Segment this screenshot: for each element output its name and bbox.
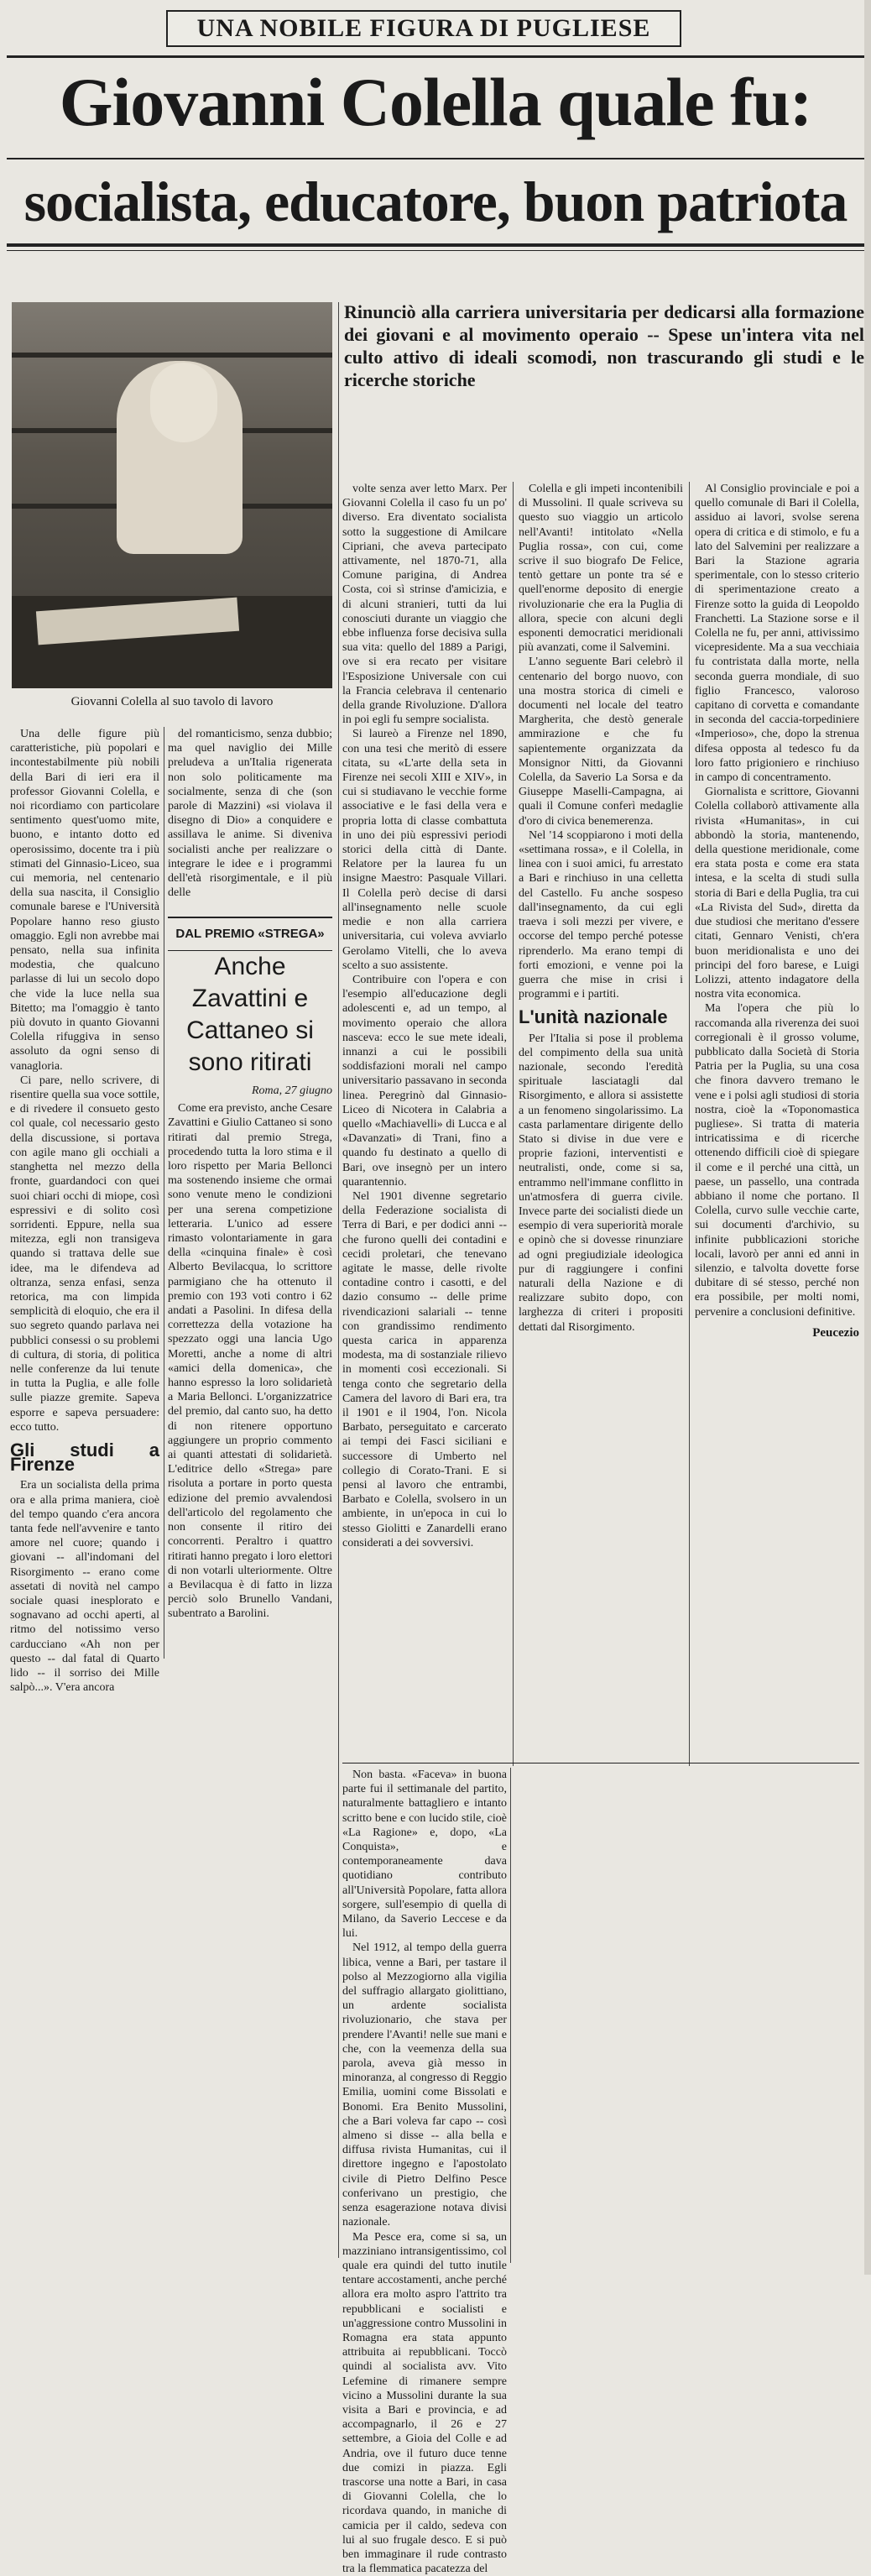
column-divider [689, 482, 690, 1766]
paragraph: Nel 1901 divenne segretario della Federazione socialista di Terra di Bari, e per dodici anni -- che furono quelli dei contadini e cecidi proletari, che tenevano agitate le masse, delle rivolte contadine contro i casotti, e del dazio consumo -- delle prime rivendicazioni salariali -- tenne con grandissimo rendimento questa carica in apparenza modesta, ma di sostanziale rilievo in momenti così eccezionali. Si tenga conto che segretario della Camera del lavoro di Bari era, tra il 1901 e il 1904, l'on. Nicola Barbato, perseguitato e carcerato ai tempi dei Fasci siciliani e successore di Umberto nel collegio di Corato-Trani. E si pensi al lavoro che entrambi, Barbato e Colella, svolsero in un ambiente, in un'epoca in cui lo stesso Giolitti e Zanardelli erano considerati a dei sovversivi. [342, 1189, 507, 1550]
paragraph: Contribuire con l'opera e con l'esempio all'educazione degli adolescenti e, ad un tempo, al movimento operaio che allora nasceva: ecco le sue mete ideali, innanzi a cui le possibili soddisfazioni morali nel campo universitario passavano in seconda linea. Peregrinò dal Ginnasio-Liceo di Nicotera in Calabria a quello «Machiavelli» di Lucca e al «Davanzati» di Trani, fino a quando fu destinato a quello di Bari, ove insegnò per un intero quarantennio. [342, 973, 507, 1189]
paragraph: del romanticismo, senza dubbio; ma quel naviglio dei Mille preludeva a un'Italia rigenerata non solo politicamente ma socialmente, senza di che (son parole di Mazzini) «si violava il disegno di Dio» a conquidere e assillava le anime. Si diveniva socialisti anche per realizzare o integrare le idee e i programmi dell'età risorgimentale, e il più delle [168, 727, 332, 900]
paragraph: Ma Pesce era, come si sa, un mazziniano intransigentissimo, col quale era quindi del tutto inutile tentare accostamenti, anche perché allora era molto aspro l'attrito tra repubblicani e socialisti e un'aggressione contro Mussolini in Romagna era stata appunto attribuita ai repubblicani. Toccò quindi al socialista avv. Vito Lefemine di rimanere sempre vicino a Mussolini durante la sua visita a Bari e provincia, e ad accompagnarlo, il 26 e 27 settembre, a Gioia del Colle e ad Andria, ove il futuro duce tenne due comizi in piazza. Egli trascorse una notte a Bari, in casa di Giovanni Colella, che lo ricordava quando, in maniche di camicia per il caldo, sedeva con lui al suo frugale desco. E si può ben immaginare il rude contrasto tra la flemmatica pacatezza del [342, 2230, 507, 2576]
column-5 [695, 482, 859, 1766]
headline: Giovanni Colella quale fu: [0, 64, 871, 141]
paragraph: Si laureò a Firenze nel 1890, con una tesi che meritò di essere citata, su «L'arte della seta in Firenze nei secoli XIII e XIV», in cui si studiavano le vecchie forme associative e le fasi della vera e propria lotta di classe combattuta in uno dei più espressivi periodi storici della città di Dante. Relatore per la laurea fu un insigne Maestro: Pasquale Villari. Il Colella però decise di darsi all'insegnamento nelle scuole medie e non alla carriera universitaria, cui voleva avviarlo Gerolamo Vitelli, che lo aveva scelto a suo assistente. [342, 727, 507, 972]
paragraph: Ci pare, nello scrivere, di risentire quella sua voce sottile, e di rivedere il consueto gesto col quale, col necessario gesto della discussione, si portava con agile mano gli occhiali a stanghetta nel mezzo della fronte, guardandoci con quei suoi chiari occhi di miope, così espressivi e di solito così sorridenti. Eppure, nella sua mitezza, egli non transigeva quando si trattava delle sue idee, ma le difendeva ad oltranza, senza enfasi, senza retorica, ma con limpida semplicità di eloquio, che era il suo segreto quando parlava nei pubblici consessi o su problemi di cultura, di storia, di politica nelle conferenze da lui tenute in tutta la Puglia, e alle folle sulle piazze gremite. Sapeva esporre e sapeva persuadere: ecco tutto. [10, 1074, 159, 1434]
paragraph: L'anno seguente Bari celebrò il centenario del borgo nuovo, con una mostra storica di cimeli e documenti nel locale del teatro Margherita, che destò generale ammirazione e che fu sapientemente organizzata da Monsignor Nitti, da Giovanni Colella, da Saverio La Sorsa e da Giuseppe Maselli-Campagna, ai quali il Comune conferì medaglie d'oro di civica benemerenza. [519, 655, 683, 828]
paragraph: Per l'Italia si pose il problema del compimento della sua unità nazionale, secondo l'eredità spirituale lasciatagli dal Risorgimento, e allora si assistette a un fenomeno singolarissimo. La casta parlamentare dirigente dello Stato si divise in due vere e proprie fazioni, interventisti e neutralisti, onde, come si sa, entrammo nell'immane conflitto in un'atmosfera di guerra civile. Invece parte dei socialisti diede un esempio di vera superiorità morale e opinò che si dovesse rinunziare ad ogni pregiudiziale ideologica pur di raggiungere i confini naturali della Nazione e di realizzare subito dopo, con larghezza di criteri i propositi dettati dal Risorgimento. [519, 1032, 683, 1335]
column-2 [168, 727, 332, 912]
box-title: Anche Zavattini e Cattaneo si sono ritirati [168, 951, 332, 1079]
column-4 [519, 482, 683, 1766]
paragraph: Giornalista e scrittore, Giovanni Colella collaborò attivamente alla rivista «Humanitas», in cui abbondò la storia, mantenendo, della questione meridionale, come era stata posta e come era stata intesa, e la scelta di studi sulla storia di Bari e della Puglia, tra cui «La Rivista del Sud», diretta da due studiosi che meritano d'essere citati, Gennaro Venisti, ch'era buon meridionalista e uno dei principi del foro barese, e Luigi Lolizzi, attento indagatore della nostra vita economica. [695, 785, 859, 1001]
photo-caption: Giovanni Colella al suo tavolo di lavoro [12, 695, 332, 709]
paragraph: Colella e gli impeti incontenibili di Mussolini. Il quale scriveva su questo suo viaggio un articolo nell'Avanti! intitolato «Nella Puglia rossa», con cui, come scrive il suo biografo De Felice, tentò gettare un ponte tra sé e quell'enorme deposito di energie rivoluzionarie che era la Puglia di allora, specie con alcuni degli esponenti democratici meridionali più avanzati, come il Salvemini. [519, 482, 683, 655]
kicker: UNA NOBILE FIGURA DI PUGLIESE [166, 10, 681, 47]
paragraph: Nel 1912, al tempo della guerra libica, venne a Bari, per tastare il polso al Mezzogiorno alla vigilia del suffragio allargato giolittiano, un ardente socialista rivoluzionario, che stava per prendere l'Avanti! nelle sue mani e che, con la veemenza della sua parola, aveva già messo in minoranza, al congresso di Reggio Emilia, uomini come Bissolati e Bonomi. Era Benito Mussolini, che a Bari voleva far capo -- così almeno si disse -- alla bella e diffusa rivista Humanitas, cui il direttore ingegno e l'apostolato civile di Pietro Delfino Pesce conferivano un prestigio, che senza esagerazione notava divisi nazionale. [342, 1941, 507, 2229]
box-body [168, 1084, 332, 1622]
paragraph: Non basta. «Faceva» in buona parte fui il settimanale del partito, naturalmente battagliero e intanto scritto bene e con lucido stile, cioè «La Ragione» e, dopo, «La Conquista», e contemporaneamente dava quotidiano contributo all'Università Popolare, fatta allora sorgere, sull'esempio di quella di Milano, da Saverio Leccese e da lui. [342, 1768, 507, 1941]
box-label: DAL PREMIO «STREGA» [168, 918, 332, 946]
paragraph: volte senza aver letto Marx. Per Giovanni Colella il caso fu un po' diverso. Era diventato socialista sotto la suggestione di Amilcare Cipriani, che aveva partecipato attivamente, nel 1870-71, alla Comune parigina, di Andrea Costa, coi sì strinse d'amicizia, e di alcuni stranieri, tutti da lui conosciuti durante un viaggio che ebbe influenza forse decisiva sulla sua vita: quello del 1889 a Parigi, ove si era recato per visitare l'Esposizione Universale con cui la Francia celebrava il centenario della grande Rivoluzione. D'allora in poi egli fu sempre socialista. [342, 482, 507, 727]
page-edge [864, 0, 871, 2275]
subheading-firenze: Gli studi a Firenze [10, 1443, 159, 1471]
column-divider [510, 1768, 511, 2263]
headline-rule [7, 158, 864, 159]
top-rule [7, 55, 864, 58]
dateline: Roma, 27 giugno [168, 1084, 332, 1098]
author-signature: Peucezio [695, 1326, 859, 1340]
headline2-rule [7, 243, 864, 247]
award-box [168, 917, 332, 1355]
column-divider [513, 482, 514, 1766]
column-1 [10, 727, 159, 1659]
paragraph: Una delle figure più caratteristiche, più popolari e incontestabilmente più nobili della Bari di ieri era il professor Giovanni Colella, e noi ricordiamo con particolare sentimento quest'uomo mite, buono, e intanto dotto ed operosissimo, docente tra i più stimati del Ginnasio-Liceo, sua cui memoria, nel centenario della sua nascita, il Consiglio comunale barese e l'Università Popolare hanno reso giusto omaggio. Egli non avrebbe mai pensato, nella sua infinita modestia, che qualcuno parlasse di lui un secolo dopo che vide la luce nella sua Bitetto; ma l'omaggio è tanto più dovuto in quanto Giovanni Colella rifuggiva in senso assoluto da ogni senso di vanagloria. [10, 727, 159, 1074]
column-3 [342, 482, 507, 1754]
portrait-photo [12, 302, 332, 688]
deck-subtitle: Rinunciò alla carriera universitaria per dedicarsi alla formazione dei giovani e al movimento operaio -- Spese un'intera vita nel culto attivo di ideali scomodi, non trascurando gli studi e le ricerche storiche [344, 300, 864, 391]
column-divider [338, 302, 339, 2258]
paragraph: Come era previsto, anche Cesare Zavattini e Giulio Cattaneo si sono ritirati dal premio Strega, procedendo tutta la loro stima e il loro rispetto per Maria Bellonci ma sostenendo insieme che ormai sono venute meno le condizioni per una serena competizione letteraria. L'unico ad essere rimasto volontariamente in gara della «cinquina finale» è così Alberto Bevilacqua, lo scrittore parmigiano che ha ottenuto il premio con 193 voti contro i 62 andati a Pasolini. In difesa della correttezza della votazione ha spezzato oggi una lancia Ugo Moretti, anche a nome di altri «amici della domenica», che hanno espresso la loro solidarietà a Maria Bellonci. L'organizzatrice del premio, dal canto suo, ha detto di non ritenere opportuno aggiungere un proprio commento ai quanti attestati di solidarietà. L'editrice dello «Strega» pare risoluta a portare in porto questa edizione del premio avvalendosi dell'articolo del regolamento che non consente il ritiro dei concorrenti. Peraltro i quattro ritirati hanno pregato i loro elettori di non votarli ulteriormente. Oltre a Bevilacqua è di fatto in lizza perciò solo Brunello Vandani, subentrato a Barolini. [168, 1101, 332, 1621]
box-rule [168, 950, 332, 951]
paragraph: Nel '14 scoppiarono i moti della «settimana rossa», e il Colella, in linea con i suoi amici, fu arrestato a Bari e rinchiuso in una celletta del Castello. Fu anche sospeso dall'insegnamento, da cui egli traeva i soli mezzi per vivere, e occorse del tempo perché potesse riprenderlo. Ma erano tempi di forti emozioni, e venne poi la guerra che mise in crisi i programmi e i partiti. [519, 828, 683, 1001]
paragraph: Era un socialista della prima ora e alla prima maniera, cioè del tempo quando c'era ancora tanta fede nell'avvenire e tanto amore nel cuore; quando i giovani -- all'indomani del Risorgimento -- erano come assetati di novità nel campo sociale quasi inesplorato e sognavano ad occhi aperti, al ritmo del notissimo verso carducciano «Ah non per questo -- dal fatal di Quarto lido -- il sorriso dei Mille salpò...». V'era ancora [10, 1478, 159, 1695]
paragraph: Ma l'opera che più lo raccomanda alla riverenza dei suoi corregionali è il grosso volume, pubblicato dalla Società di Storia Patria per la Puglia, su una cosa che finora davvero tremano le vene e i polsi agli studiosi di storia nostra, cioè la «Toponomastica pugliese». Si tratta di materia intricatissima e di ricerche ottenendo difficili cioè di spiegare il come e il perché una città, un paese, un passello, una contrada abbiano il nome che portano. Il Colella, curvo sulle vecchie carte, sui documenti d'archivio, su infinite pubblicazioni storiche locali, lavorò per anni ed anni in silenzio, e talvolta dovette forse dubitare di sé stesso, perché non era possibile, per molti nomi, pervenire a conclusioni definitive. [695, 1001, 859, 1319]
subheading-unita: L'unità nazionale [519, 1010, 683, 1024]
headline2-rule-thin [7, 250, 864, 251]
headline-secondary: socialista, educatore, buon patriota [0, 168, 871, 235]
paragraph: Al Consiglio provinciale e poi a quello comunale di Bari il Colella, assiduo ai lavori, svolse serena opera di critica e di stimolo, e fu a lato del Salvemini per realizzare a Bari la Stazione agraria sperimentale, con lo stesso criterio di sperimentazione creato a Firenze sotto la guida di Leopoldo Franchetti. La Stazione sorse e il Colella ne fu, per anni, attivissimo vicepresidente. Ma a sua vecchiaia fu contristata dalla morte, nella seconda guerra mondiale, di suo figlio Francesco, valoroso capitano di corvetta e comandante in seconda del caccia-torpediniere «Imperioso», che, dopo la strenua difesa opposta al tedesco fu da loro fatto prigioniero e rinchiuso in campo di concentramento. [695, 482, 859, 785]
column-6 [342, 1768, 507, 2263]
